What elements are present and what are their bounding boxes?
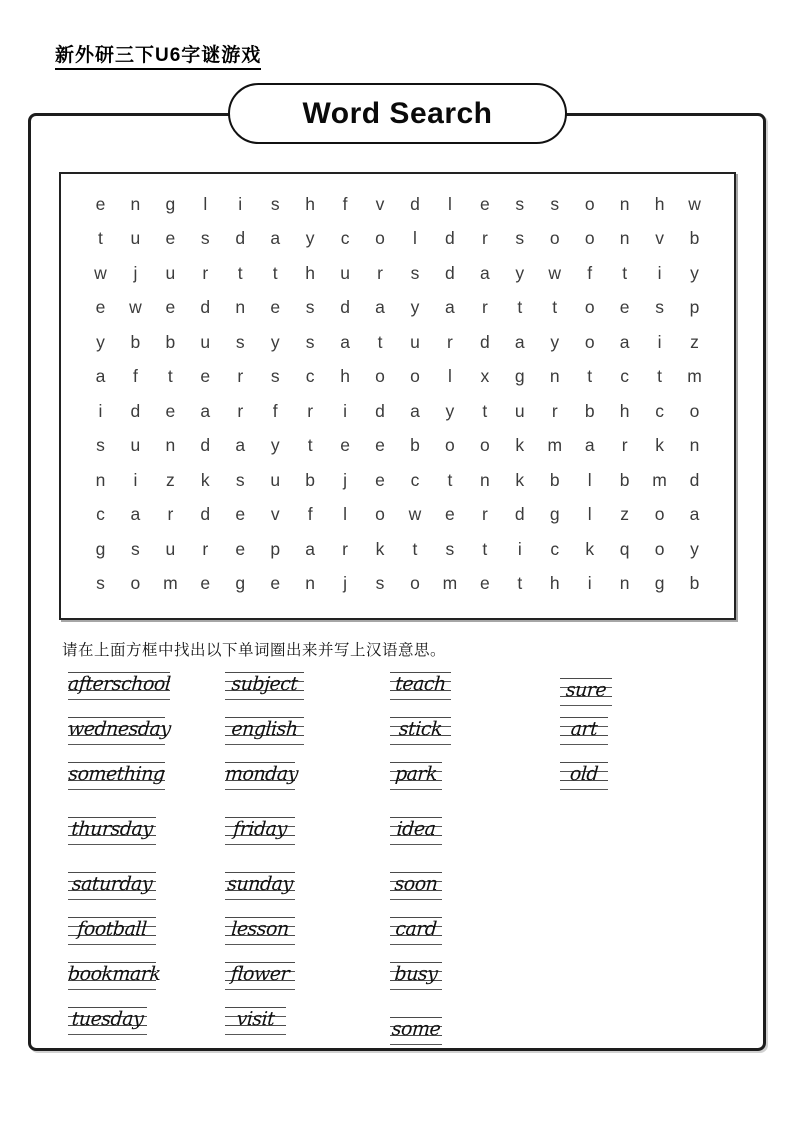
grid-letter: c: [305, 366, 315, 387]
banner-title: Word Search: [302, 96, 493, 130]
grid-letter: a: [584, 435, 595, 456]
word-entry: [390, 717, 451, 745]
word-text: sure: [565, 679, 607, 701]
grid-letter: r: [237, 366, 244, 387]
grid-letter: r: [481, 228, 488, 249]
grid-letter: t: [412, 538, 418, 559]
grid-letter: l: [447, 366, 452, 387]
grid-letter: s: [305, 331, 315, 352]
grid-letter: k: [200, 469, 210, 490]
grid-letter: u: [130, 228, 141, 249]
grid-letter: r: [377, 262, 383, 283]
grid-letter: y: [270, 331, 280, 352]
grid-letter: r: [446, 331, 453, 352]
grid-letter: h: [549, 573, 560, 594]
grid-letter: v: [270, 504, 280, 525]
grid-letter: t: [657, 366, 663, 387]
grid-letter: s: [375, 573, 385, 594]
grid-letter: e: [235, 504, 246, 525]
grid-letter: i: [657, 331, 662, 352]
grid-letter: t: [622, 262, 628, 283]
grid-letter: m: [687, 366, 702, 387]
grid-letter: w: [688, 193, 701, 214]
grid-letter: b: [305, 469, 315, 490]
grid-letter: d: [514, 504, 525, 525]
grid-letter: u: [340, 262, 350, 283]
grid-letter: i: [657, 262, 662, 283]
grid-letter: e: [165, 400, 176, 421]
grid-letter: a: [305, 538, 315, 559]
word-text: lesson: [230, 918, 290, 940]
grid-letter: a: [130, 504, 141, 525]
grid-letter: c: [620, 366, 629, 387]
word-entry: [225, 817, 295, 845]
grid-letter: f: [587, 262, 593, 283]
grid-letter: s: [96, 573, 105, 594]
word-entry: [390, 917, 442, 945]
grid-letter: a: [270, 228, 281, 249]
word-text: some: [391, 1018, 442, 1040]
grid-letter: a: [514, 331, 525, 352]
grid-letter: l: [447, 193, 452, 214]
grid-letter: c: [340, 228, 350, 249]
word-text: saturday: [71, 873, 153, 895]
grid-letter: y: [690, 538, 699, 559]
grid-letter: d: [445, 228, 455, 249]
grid-letter: c: [655, 400, 664, 421]
grid-letter: m: [163, 573, 178, 594]
grid-letter: b: [619, 469, 630, 490]
grid-letter: o: [130, 573, 141, 594]
word-entry: [225, 917, 295, 945]
grid-letter: e: [375, 469, 385, 490]
grid-letter: j: [133, 262, 138, 283]
grid-letter: d: [410, 193, 420, 214]
grid-letter: o: [584, 297, 595, 318]
grid-letter: r: [342, 538, 348, 559]
grid-letter: d: [445, 262, 455, 283]
word-text: wednesday: [67, 718, 172, 740]
grid-letter: t: [377, 331, 383, 352]
grid-letter: e: [270, 297, 281, 318]
word-entry: [390, 1017, 442, 1045]
grid-letter: s: [550, 193, 560, 214]
grid-letter: l: [587, 469, 592, 490]
grid-letter: o: [375, 504, 385, 525]
grid-letter: e: [619, 297, 630, 318]
word-entry: [390, 672, 451, 700]
grid-letter: a: [95, 366, 106, 387]
grid-letter: t: [482, 400, 488, 421]
grid-letter: n: [130, 193, 141, 214]
word-entry: [560, 678, 612, 706]
grid-letter: a: [235, 435, 246, 456]
grid-letter: a: [479, 262, 490, 283]
grid-letter: g: [654, 573, 665, 594]
word-entry: [225, 717, 304, 745]
grid-letter: a: [200, 400, 211, 421]
grid-letter: u: [410, 331, 420, 352]
grid-letter: e: [200, 366, 211, 387]
grid-letter: r: [551, 400, 558, 421]
grid-letter: u: [165, 538, 176, 559]
word-text: english: [230, 718, 299, 740]
grid-letter: e: [445, 504, 455, 525]
word-text: stick: [398, 718, 443, 740]
grid-letter: x: [480, 366, 490, 387]
grid-letter: f: [342, 193, 348, 214]
word-text: bookmark: [67, 963, 162, 985]
grid-letter: w: [129, 297, 142, 318]
grid-letter: b: [165, 331, 176, 352]
grid-letter: s: [305, 297, 315, 318]
grid-letter: o: [445, 435, 455, 456]
grid-letter: n: [305, 573, 315, 594]
grid-letter: w: [548, 262, 562, 283]
word-entry: [68, 672, 170, 700]
grid-letter: y: [550, 331, 560, 352]
grid-letter: s: [96, 435, 105, 456]
grid-letter: a: [619, 331, 630, 352]
word-text: flower: [230, 963, 290, 985]
grid-letter: s: [515, 193, 525, 214]
grid-letter: g: [514, 366, 525, 387]
grid-letter: l: [343, 504, 348, 525]
grid-letter: c: [410, 469, 420, 490]
word-entry: [68, 1007, 147, 1035]
grid-letter: o: [549, 228, 560, 249]
grid-letter: o: [410, 366, 420, 387]
word-text: busy: [393, 963, 439, 985]
grid-letter: a: [689, 504, 700, 525]
word-search-banner: [228, 83, 567, 144]
grid-letter: z: [165, 469, 175, 490]
grid-letter: o: [654, 538, 665, 559]
grid-letter: s: [655, 297, 664, 318]
grid-letter: s: [270, 193, 280, 214]
grid-letter: e: [270, 573, 281, 594]
word-entry: [68, 762, 165, 790]
grid-letter: t: [167, 366, 173, 387]
grid-letter: t: [587, 366, 593, 387]
word-text: monday: [224, 763, 299, 785]
grid-letter: y: [445, 400, 455, 421]
grid-letter: b: [549, 469, 560, 490]
grid-letter: g: [165, 193, 176, 214]
word-entry: [225, 672, 304, 700]
grid-letter: u: [130, 435, 141, 456]
grid-letter: f: [272, 400, 278, 421]
grid-letter: s: [235, 331, 245, 352]
grid-letter: m: [547, 435, 563, 456]
word-entry: [224, 762, 299, 790]
grid-letter: j: [343, 573, 348, 594]
grid-letter: e: [375, 435, 385, 456]
word-text: card: [394, 918, 438, 940]
grid-letter: d: [375, 400, 385, 421]
grid-letter: t: [237, 262, 243, 283]
grid-letter: u: [200, 331, 211, 352]
grid-letter: h: [340, 366, 350, 387]
word-entry: [390, 817, 442, 845]
word-text: something: [67, 763, 166, 785]
word-text: teach: [394, 673, 447, 695]
grid-letter: f: [132, 366, 138, 387]
grid-letter: d: [340, 297, 350, 318]
grid-letter: o: [375, 366, 385, 387]
grid-letter: a: [375, 297, 385, 318]
word-entry: [560, 717, 608, 745]
word-text: tuesday: [70, 1008, 145, 1030]
grid-letter: h: [654, 193, 665, 214]
grid-letter: y: [270, 435, 280, 456]
grid-letter: s: [270, 366, 280, 387]
word-entry: [67, 962, 162, 990]
grid-letter: e: [479, 573, 490, 594]
word-text: football: [76, 918, 148, 940]
grid-letter: k: [655, 435, 664, 456]
grid-letter: n: [95, 469, 106, 490]
grid-letter: r: [202, 538, 209, 559]
grid-letter: o: [584, 331, 595, 352]
grid-letter: t: [272, 262, 278, 283]
grid-letter: r: [167, 504, 174, 525]
grid-letter: s: [131, 538, 140, 559]
grid-letter: s: [445, 538, 455, 559]
grid-letter: e: [235, 538, 246, 559]
grid-letter: i: [98, 400, 103, 421]
grid-letter: d: [200, 504, 211, 525]
word-text: friday: [232, 818, 288, 840]
grid-letter: e: [165, 228, 176, 249]
grid-letter: i: [238, 193, 243, 214]
word-entry: [67, 717, 172, 745]
grid-letter: d: [479, 331, 490, 352]
grid-letter: r: [481, 504, 488, 525]
word-entry: [390, 762, 442, 790]
grid-letter: s: [235, 469, 245, 490]
grid-letter: o: [654, 504, 665, 525]
word-text: soon: [393, 873, 439, 895]
grid-letter: u: [514, 400, 525, 421]
word-text: idea: [395, 818, 437, 840]
grid-letter: f: [307, 504, 313, 525]
grid-letter: l: [203, 193, 208, 214]
grid-letter: h: [619, 400, 630, 421]
grid-letter: n: [689, 435, 700, 456]
grid-letter: o: [584, 193, 595, 214]
grid-letter: p: [270, 538, 281, 559]
grid-letter: d: [235, 228, 246, 249]
grid-letter: t: [447, 469, 453, 490]
grid-letter: b: [689, 573, 700, 594]
word-entry: [225, 1007, 286, 1035]
grid-letter: u: [270, 469, 281, 490]
word-text: thursday: [70, 818, 154, 840]
grid-letter: y: [305, 228, 315, 249]
grid-letter: o: [375, 228, 385, 249]
document-title: 新外研三下U6字谜游戏: [55, 40, 261, 70]
word-text: park: [394, 763, 438, 785]
grid-letter: t: [517, 297, 523, 318]
grid-letter: l: [413, 228, 417, 249]
grid-letter: r: [202, 262, 209, 283]
grid-letter: i: [133, 469, 138, 490]
grid-letter: y: [690, 262, 699, 283]
grid-letter: e: [340, 435, 350, 456]
grid-letter: v: [655, 228, 664, 249]
grid-letter: n: [235, 297, 246, 318]
grid-letter: r: [307, 400, 314, 421]
grid-letter: o: [479, 435, 490, 456]
grid-letter: t: [517, 573, 523, 594]
word-entry: [68, 817, 156, 845]
grid-letter: k: [515, 435, 525, 456]
grid-letter: q: [619, 538, 630, 559]
word-text: old: [569, 763, 599, 785]
grid-letter: t: [98, 228, 103, 249]
grid-letter: n: [619, 573, 630, 594]
grid-letter: g: [549, 504, 560, 525]
grid-letter: a: [340, 331, 350, 352]
grid-letter: n: [165, 435, 176, 456]
grid-letter: k: [585, 538, 595, 559]
word-entry: [560, 762, 608, 790]
grid-letter: b: [689, 228, 700, 249]
word-entry: [225, 962, 295, 990]
grid-letter: m: [442, 573, 458, 594]
grid-letter: v: [375, 193, 385, 214]
word-entry: [390, 872, 442, 900]
grid-letter: k: [375, 538, 385, 559]
grid-letter: n: [619, 228, 630, 249]
grid-letter: n: [549, 366, 560, 387]
grid-letter: a: [445, 297, 455, 318]
grid-letter: c: [96, 504, 105, 525]
grid-letter: r: [621, 435, 628, 456]
instruction-text: 请在上面方框中找出以下单词圈出来并写上汉语意思。: [62, 642, 447, 659]
word-text: visit: [235, 1008, 276, 1030]
grid-letter: h: [305, 193, 315, 214]
grid-letter: l: [587, 504, 592, 525]
grid-letter: r: [237, 400, 244, 421]
grid-letter: y: [515, 262, 525, 283]
grid-letter: y: [96, 331, 105, 352]
grid-letter: w: [408, 504, 422, 525]
grid-letter: t: [552, 297, 558, 318]
grid-letter: d: [689, 469, 700, 490]
grid-letter: z: [690, 331, 699, 352]
grid-letter: o: [689, 400, 700, 421]
grid-letter: o: [584, 228, 595, 249]
grid-letter: d: [200, 435, 211, 456]
grid-letter: n: [619, 193, 630, 214]
word-text: subject: [230, 673, 299, 695]
grid-letter: i: [343, 400, 348, 421]
word-entry: [225, 872, 295, 900]
word-entry: [68, 917, 156, 945]
grid-letter: t: [307, 435, 313, 456]
grid-letter: z: [620, 504, 629, 525]
grid-letter: e: [95, 297, 106, 318]
grid-letter: w: [94, 262, 107, 283]
grid-letter: s: [515, 228, 525, 249]
grid-letter: a: [410, 400, 420, 421]
grid-letter: e: [479, 193, 490, 214]
grid-letter: h: [305, 262, 315, 283]
grid-letter: r: [481, 297, 488, 318]
grid-letter: t: [482, 538, 488, 559]
grid-letter: e: [165, 297, 176, 318]
grid-letter: j: [343, 469, 348, 490]
grid-letter: g: [95, 538, 106, 559]
grid-letter: i: [517, 538, 522, 559]
word-entry: [390, 962, 442, 990]
grid-letter: d: [130, 400, 141, 421]
grid-letter: s: [200, 228, 210, 249]
grid-letter: d: [200, 297, 211, 318]
word-text: sunday: [226, 873, 294, 895]
grid-letter: b: [584, 400, 595, 421]
word-entry: [68, 872, 156, 900]
grid-letter: n: [479, 469, 490, 490]
grid-letter: u: [165, 262, 176, 283]
grid-letter: s: [410, 262, 420, 283]
grid-letter: b: [130, 331, 141, 352]
word-text: afterschool: [67, 673, 172, 695]
grid-letter: g: [235, 573, 246, 594]
grid-letter: y: [410, 297, 420, 318]
grid-letter: p: [689, 297, 700, 318]
grid-letter: i: [587, 573, 592, 594]
grid-letter: o: [410, 573, 420, 594]
grid-letter: e: [200, 573, 211, 594]
grid-letter: c: [550, 538, 560, 559]
grid-letter: e: [95, 193, 106, 214]
grid-letter: m: [652, 469, 667, 490]
grid-letter: k: [515, 469, 525, 490]
grid-letter: b: [410, 435, 420, 456]
word-text: art: [569, 718, 599, 740]
